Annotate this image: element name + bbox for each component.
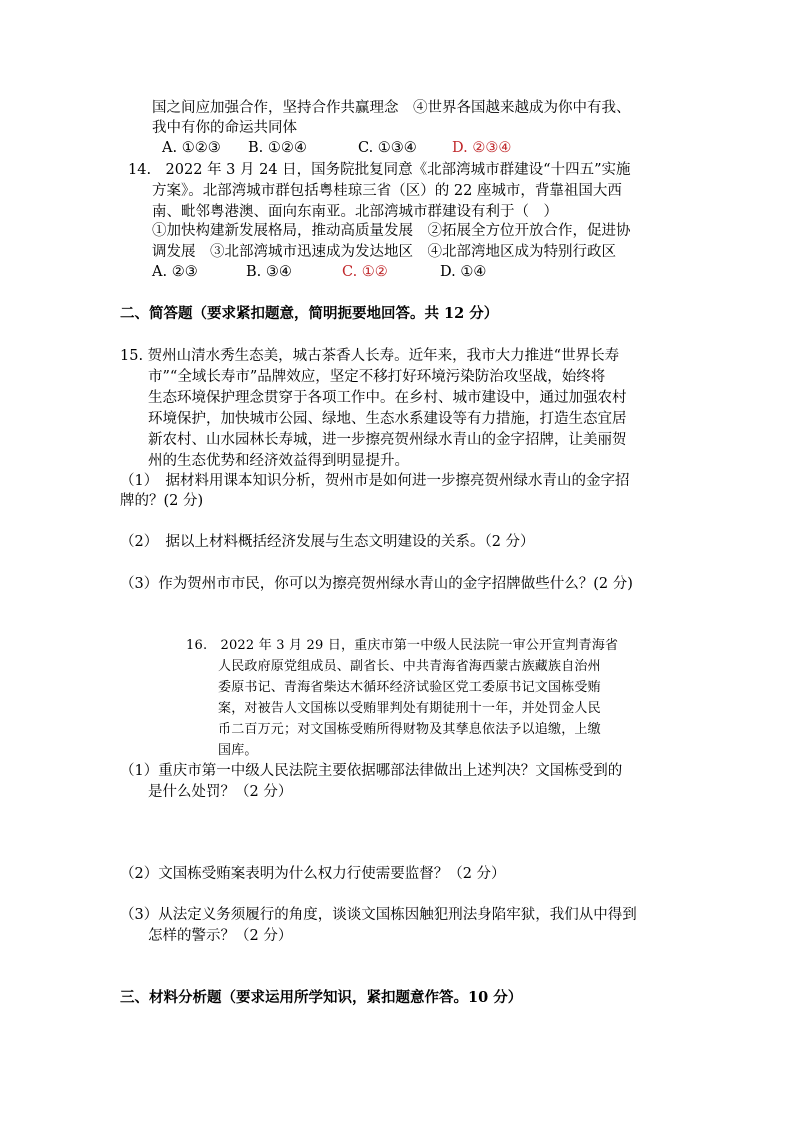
q14-option-b: B. ③④: [246, 264, 292, 280]
q14-text-line-2: 方案》。北部湾城市群包括粤桂琼三省（区）的 22 座城市，背靠祖国大西: [152, 183, 622, 199]
q16-text-line-6: 国库。: [218, 743, 258, 758]
q15-sub2: （2） 据以上材料概括经济发展与生态文明建设的关系。（2 分）: [120, 534, 535, 550]
q14-option-d: D. ①④: [440, 264, 487, 280]
q14-text-line-5: 调发展 ③北部湾城市迅速成为发达地区 ④北部湾地区成为特别行政区: [152, 244, 616, 260]
q16-text-line-2: 人民政府原党组成员、副省长、中共青海省海西蒙古族藏族自治州: [218, 659, 601, 674]
q15-text-line-5: 新农村、山水园林长寿城，进一步擦亮贺州绿水青山的金字招牌，让美丽贺: [148, 432, 627, 448]
q16-text-line-4: 案，对被告人文国栋以受贿罪判处有期徒刑十一年，并处罚金人民: [218, 701, 601, 716]
q16-sub1-line-2: 是什么处罚？（2 分）: [148, 784, 293, 800]
q14-option-a: A. ②③: [152, 264, 198, 280]
q15-sub1-line-2: 牌的？(2 分): [120, 493, 204, 509]
q14-text-line-3: 南、毗邻粤港澳、面向东南亚。北部湾城市群建设有利于（ ）: [152, 204, 558, 220]
q13-text-line-2: 我中有你的命运共同体: [152, 120, 297, 136]
q14-text-line-4: ①加快构建新发展格局，推动高质量发展 ②拓展全方位开放合作，促进协: [152, 223, 631, 239]
q15-sub3: （3）作为贺州市市民，你可以为擦亮贺州绿水青山的金字招牌做些什么？(2 分): [120, 576, 633, 592]
q15-text-line-2: 市”“全域长寿市”品牌效应，坚定不移打好环境污染防治攻坚战，始终将: [148, 369, 606, 385]
section-3-heading: 三、材料分析题（要求运用所学知识，紧扣题意作答。10 分）: [120, 989, 523, 1006]
q15-text-line-4: 环境保护，加快城市公园、绿地、生态水系建设等有力措施，打造生态宜居: [148, 411, 627, 427]
q15-text-line-1: 15. 贺州山清水秀生态美，城古茶香人长寿。近年来，我市大力推进“世界长寿: [120, 348, 620, 364]
q15-text-line-6: 州的生态优势和经济效益得到明显提升。: [148, 453, 409, 469]
q13-option-d: D. ②③④: [452, 140, 512, 156]
section-2-heading: 二、简答题（要求紧扣题意，简明扼要地回答。共 12 分）: [120, 305, 499, 322]
q16-sub3-line-1: （3）从法定义务须履行的角度，谈谈文国栋因触犯刑法身陷牢狱，我们从中得到: [120, 907, 637, 923]
q13-option-c: C. ①③④: [358, 140, 417, 156]
q16-sub3-line-2: 怎样的警示？（2 分）: [148, 928, 293, 944]
q13-option-b: B. ①②④: [248, 140, 307, 156]
q16-text-line-1: 16. 2022 年 3 月 29 日，重庆市第一中级人民法院一审公开宣判青海省: [186, 638, 619, 653]
q14-text-line-1: 14. 2022 年 3 月 24 日，国务院批复同意《北部湾城市群建设“十四五”实施: [128, 162, 631, 178]
q15-sub1-line-1: （1） 据材料用课本知识分析，贺州市是如何进一步擦亮贺州绿水青山的金字招: [120, 473, 630, 489]
q13-text-line-1: 国之间应加强合作，坚持合作共赢理念 ④世界各国越来越成为你中有我、: [152, 100, 631, 116]
q16-sub1-line-1: （1）重庆市第一中级人民法院主要依据哪部法律做出上述判决？文国栋受到的: [120, 763, 623, 779]
q16-text-line-5: 币二百万元；对文国栋受贿所得财物及其孳息依法予以追缴，上缴: [218, 722, 601, 737]
q16-text-line-3: 委原书记、青海省柴达木循环经济试验区党工委原书记文国栋受贿: [218, 680, 601, 695]
q13-option-a: A. ①②③: [162, 140, 221, 156]
q16-sub2: （2）文国栋受贿案表明为什么权力行使需要监督？（2 分）: [120, 866, 506, 882]
q15-text-line-3: 生态环境保护理念贯穿于各项工作中。在乡村、城市建设中，通过加强农村: [148, 390, 627, 406]
q14-option-c: C. ①②: [342, 264, 388, 280]
